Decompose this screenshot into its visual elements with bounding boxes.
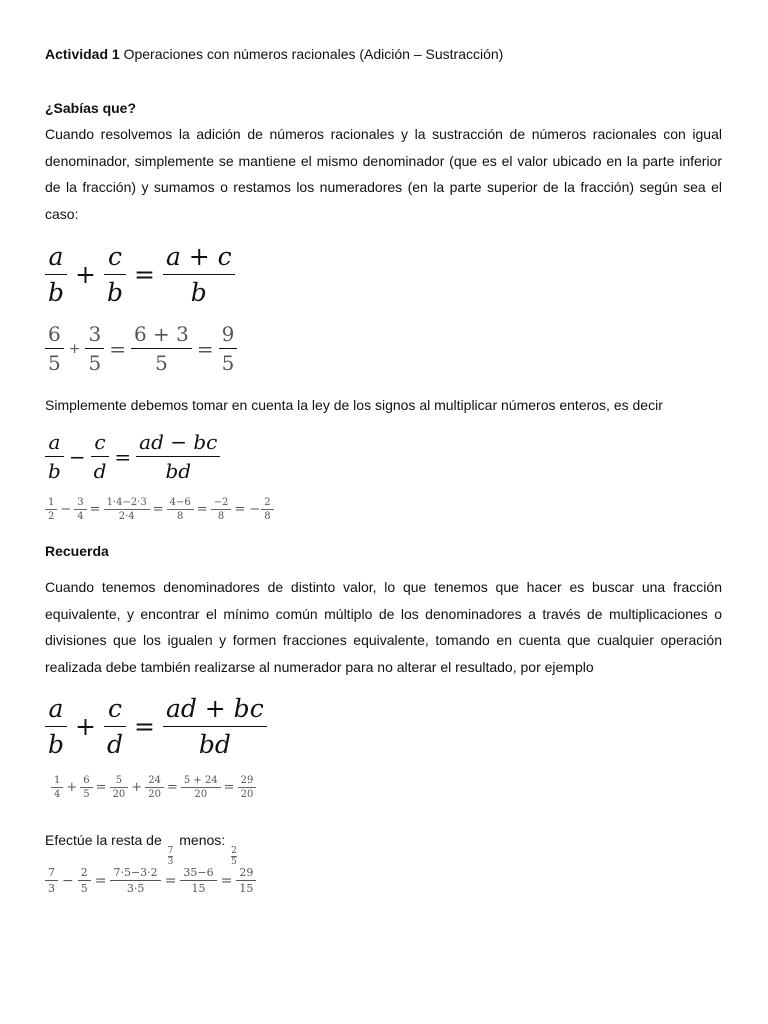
formula-different-denominator: $\frac{a}{b}$ + $\frac{c}{d}$ = $\frac{ad + bc}{bd}$: [45, 694, 267, 759]
example-same-denominator: $\frac{6}{5}$ + $\frac{3}{5}$ = $\frac{6 + 3}{5}$ = $\frac{9}{5}$: [45, 322, 237, 375]
formula-subtraction: $\frac{a}{b}$ − $\frac{c}{d}$ = $\frac{ad - bc}{bd}$: [45, 430, 220, 483]
formula-same-denominator: [45, 242, 235, 307]
plus-sign: +: [75, 260, 96, 289]
sabias-paragraph: Cuando resolvemos la adición de números racionales y la sustracción de números racionales con igual denominador, simplemente se mantiene el mismo denominador (que es el valor ubicado en la parte inferior de la fracción) y sumamos o restamos los numeradores (en la parte superior de la fracción) según sea el caso:: [45, 126, 722, 222]
activity-title-bold: Actividad 1: [45, 46, 120, 62]
recuerda-paragraph: Cuando tenemos denominadores de distinto valor, lo que tenemos que hacer es buscar una fracción equivalente, y encontrar el mínimo común múltiplo de los denominadores a través de multiplicaciones o divisiones que los igualen y formen fracciones equivalente, tomando en cuenta que cualquier operación realizada debe también realizarse al numerador para no alterar el resultado, por ejemplo: [45, 579, 722, 675]
inline-fraction-7-3: $\frac{7}{3}$: [167, 846, 174, 867]
example-different-denominator: $\frac{1}{4}$ + $\frac{6}{5}$ = $\frac{5}{20}$ + $\frac{24}{20}$ = $\frac{5 + 24}{20}$ = $\frac{29}{20}$: [51, 775, 256, 800]
exercise-prompt: Efectúe la resta de $\frac{7}{3}$ menos: $\frac{2}{5}$: [45, 832, 237, 867]
sabias-heading: ¿Sabías que?: [45, 100, 137, 116]
activity-title: [45, 46, 503, 62]
inline-fraction-2-5: $\frac{2}{5}$: [231, 846, 237, 867]
equals-sign: =: [133, 260, 155, 289]
fraction-a-over-b: $\frac{a}{b}$: [45, 242, 67, 307]
signs-law-text: Simplemente debemos tomar en cuenta la ley de los signos al multiplicar números enteros, es decir: [45, 397, 663, 413]
exercise-solution: $\frac{7}{3}$ − $\frac{2}{5}$ = $\frac{7\cdot 5-3\cdot 2}{3\cdot 5}$ = $\frac{35-6}{15}$ = $\frac{29}{15}$: [45, 866, 256, 895]
activity-title-rest: Operaciones con números racionales (Adición – Sustracción): [119, 46, 504, 62]
recuerda-heading: Recuerda: [45, 543, 109, 559]
fraction-c-over-b: $\frac{c}{b}$: [104, 242, 126, 307]
fraction-sum-result: $\frac{a + c}{b}$: [163, 242, 235, 307]
example-subtraction: $\frac{1}{2}$ − $\frac{3}{4}$ = $\frac{1\cdot 4-2\cdot 3}{2\cdot 4}$ = $\frac{4-6}{8}$ = $\frac{-2}{8}$ = − $\frac{2}{8}$: [45, 497, 274, 522]
